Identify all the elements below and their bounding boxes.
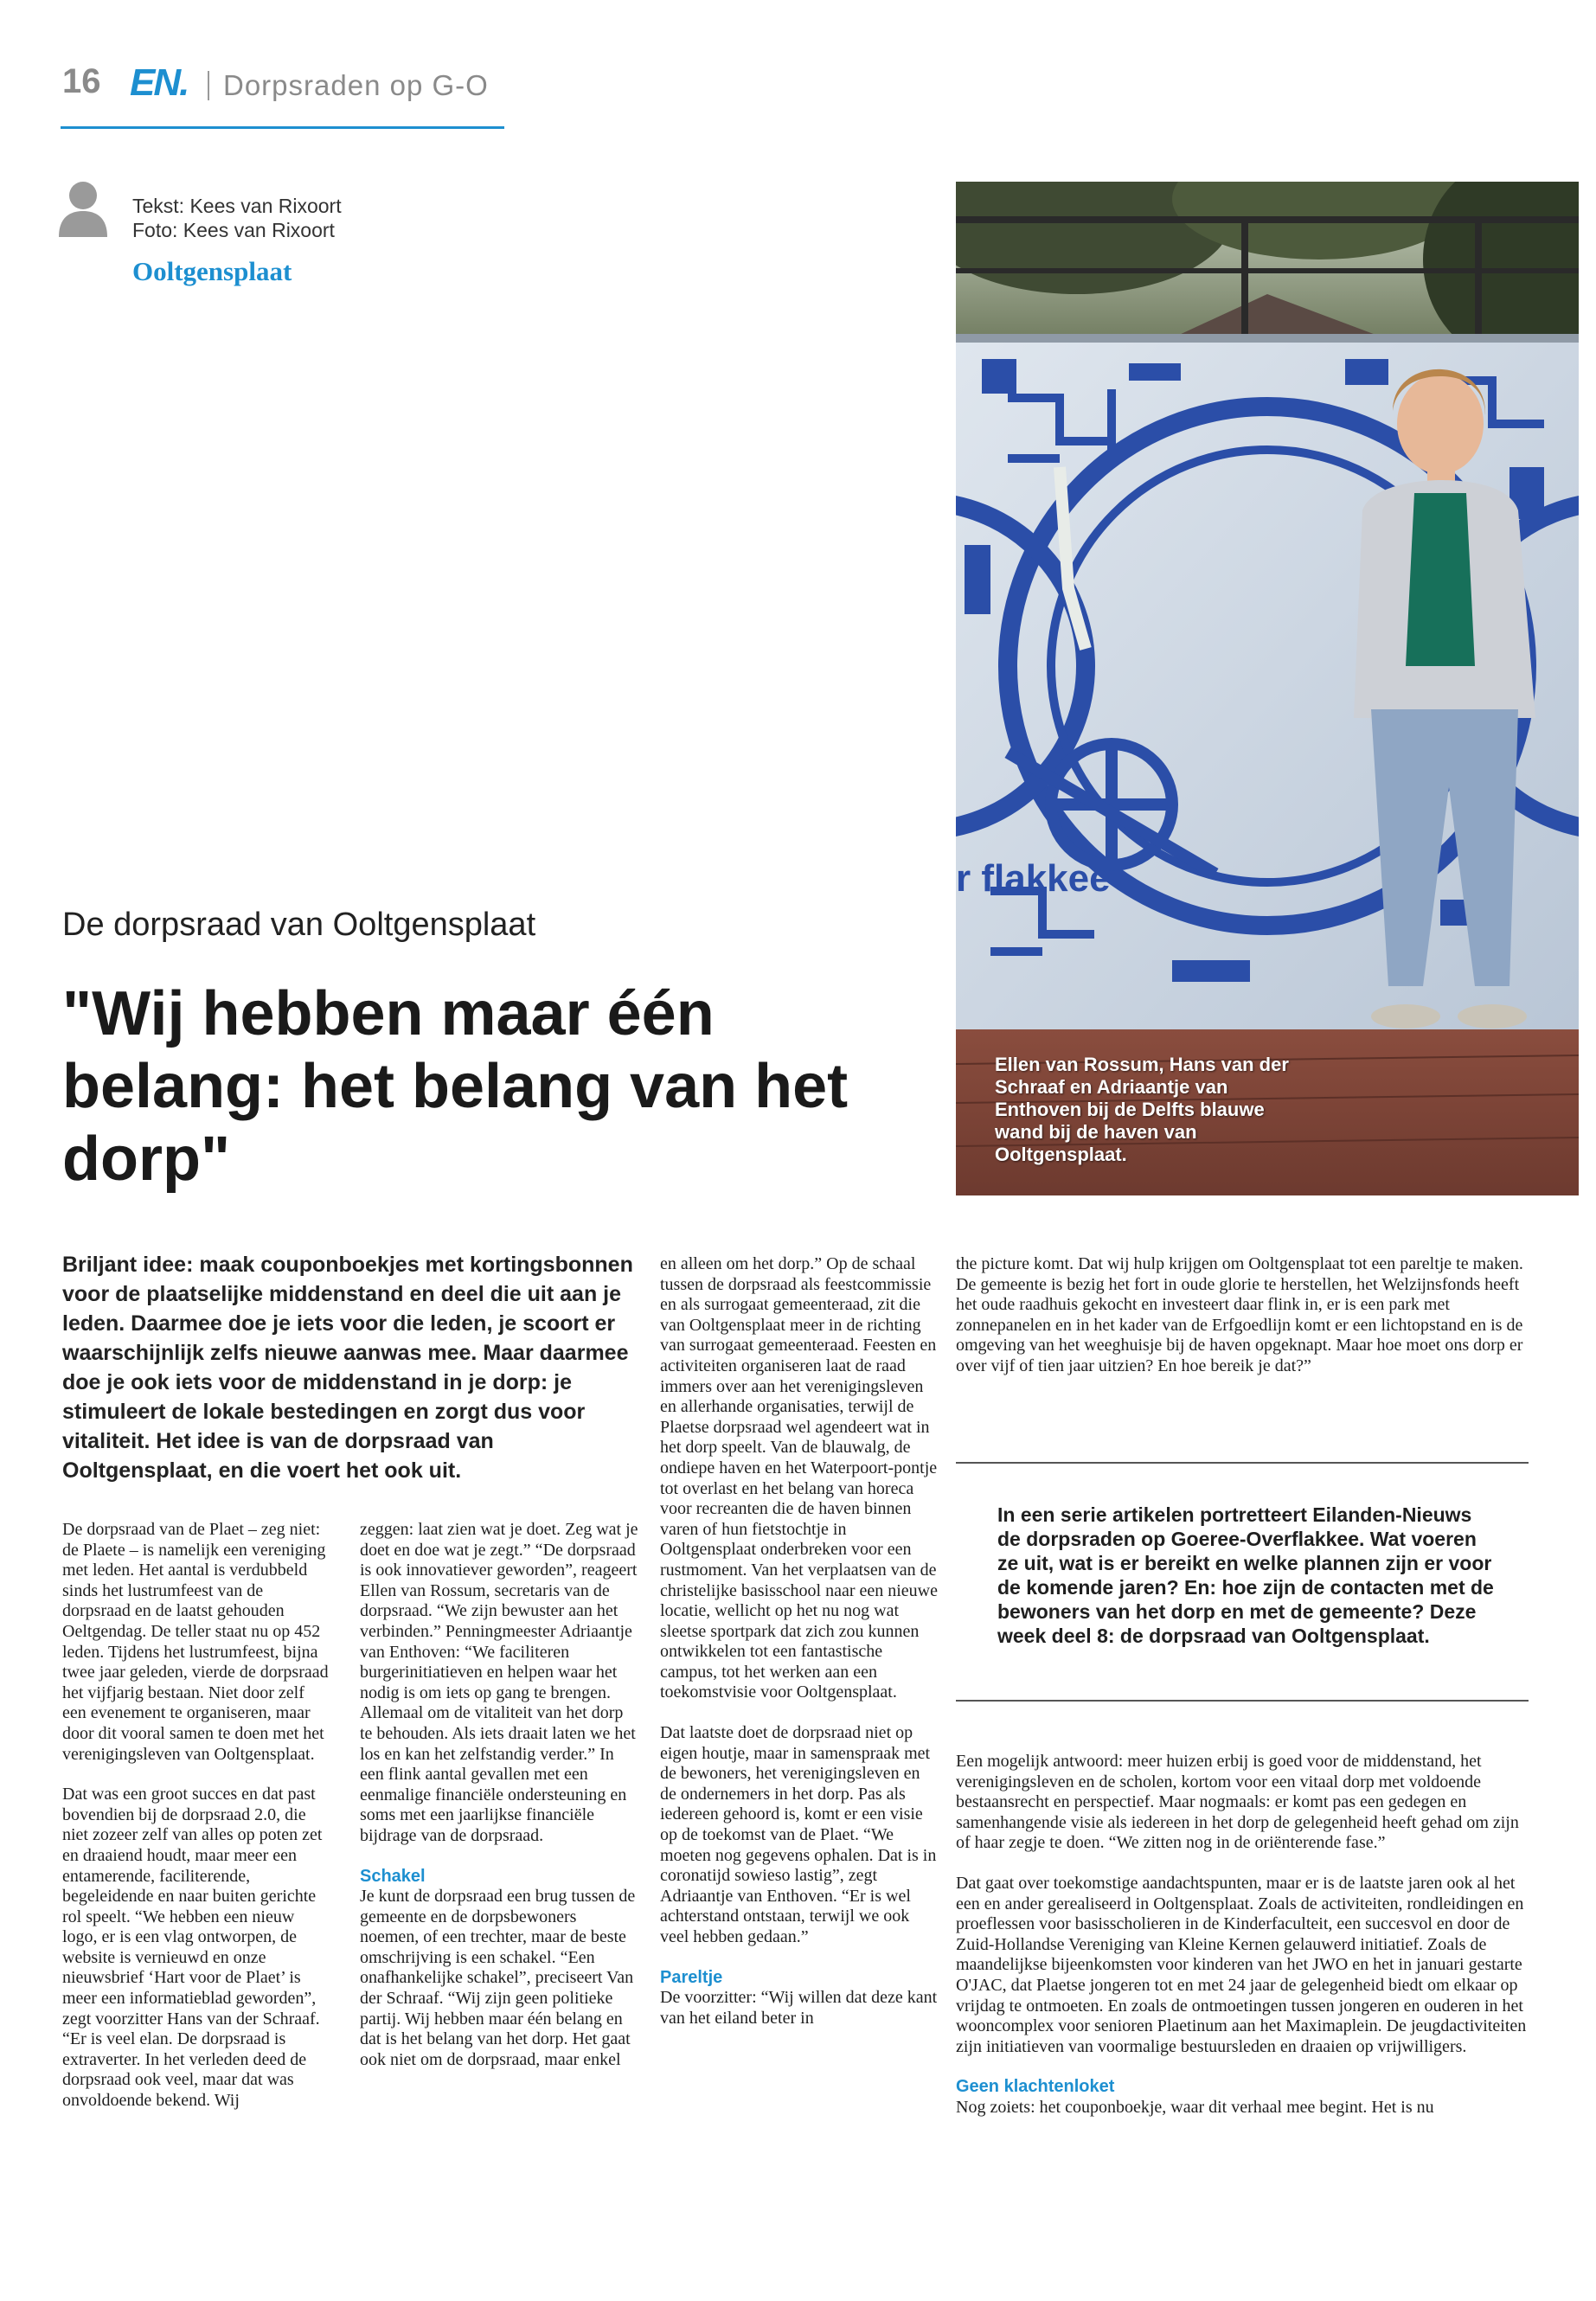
body-column-1 <box>62 1520 330 2131</box>
header-rule <box>61 126 504 129</box>
paragraph: zeggen: laat zien wat je doet. Zeg wat je doet en doe wat je zegt.” “De dorpsraad is ook innovatiever geworden”, reageert Ellen van Rossum, secretaris van de dorpsraad. “We zijn bewuster aan het verbinden.” Penningmeester Adriaantje van Enthoven: “We faciliteren burgerinitiatieven en helpen waar het nodig is om iets op gang te brengen. Allemaal om de vitaliteit van het dorp te behouden. Als iets draait laten we het los en kan het zelfstandig verder.” In een flink aantal gevallen met een eenmalige financiële ondersteuning en soms met een jaarlijkse financiële bijdrage van de dorpsraad. <box>360 1520 638 1845</box>
subheading-schakel: Schakel <box>360 1866 426 1886</box>
article-kicker: De dorpsraad van Ooltgensplaat <box>62 907 536 943</box>
wall-text: r flakkee <box>956 857 1111 900</box>
article-intro: Briljant idee: maak couponboekjes met kortingsbonnen voor de plaatselijke middenstand en deel die uit aan je leden. Daarmee doe je iets voor die leden, je scoort er waarschijnlijk zelfs nieuwe aanwas mee. Maar daarmee doe je ook iets voor de middenstand in je dorp: je stimuleert de lokale bestedingen en zorgt dus voor vitaliteit. Het idee is van de dorpsraad van Ooltgensplaat, en die voert het ook uit. <box>62 1253 633 1483</box>
body-column-4-continued <box>956 1752 1527 2138</box>
page-number: 16 <box>62 62 101 100</box>
photo-credit: Foto: Kees van Rixoort <box>132 219 335 241</box>
paragraph: De voorzitter: “Wij willen dat deze kant van het eiland beter in <box>660 1988 938 2028</box>
section-title: Dorpsraden op G-O <box>223 69 489 101</box>
paragraph: Dat was een groot succes en dat past bovendien bij de dorpsraad 2.0, die niet zozeer zelf van alles op poten zet en draaiend houdt, maar meer een entamerende, faciliterende, begeleidende en naar buiten gerichte rol speelt. “We hebben een nieuw logo, er is een vlag ontworpen, de website is vernieuwd en onze nieuwsbrief ‘Hart voor de Plaet’ is meer een informatieblad geworden”, zegt voorzitter Hans van der Schraaf. “Er is veel elan. De dorpsraad is extraverter. In het verleden deed de dorpsraad ook veel, maar dat was onvoldoende bekend. Wij <box>62 1785 323 2111</box>
article-photo <box>956 182 1579 1195</box>
photo-illustration <box>956 182 1579 1195</box>
photo-caption: Ellen van Rossum, Hans van der Schraaf en Adriaantje van Enthoven bij de Delfts blauwe wand bij de haven van Ooltgensplaat. <box>995 1054 1289 1165</box>
paragraph: Je kunt de dorpsraad een brug tussen de gemeente en de dorpsbewoners noemen, of een trechter, maar de beste omschrijving is een schakel. “Een onafhankelijke schakel”, preciseert Van der Schraaf. “Wij zijn geen politieke partij. Wij hebben maar één belang en dat is het belang van het dorp. Het gaat ook niet om de dorpsraad, maar enkel <box>360 1887 636 2069</box>
paragraph: De dorpsraad van de Plaet – zeg niet: de Plaete – is namelijk een vereniging met leden. Het aantal is verdubbeld sinds het lustrumfeest van de dorpsraad en de laatst gehouden Oeltgendag. De teller staat nu op 452 leden. Tijdens het lustrumfeest, bijna twee jaar geleden, vierde de dorpsraad het vijfjarig bestaan. Niet door zelf een evenement te organiseren, maar door dit vooral samen te doen met het verenigingsleven van Ooltgensplaat. <box>62 1520 329 1764</box>
paragraph: en alleen om het dorp.” Op de schaal tussen de dorpsraad als feestcommissie en als surrogaat gemeenteraad, zit die van Ooltgensplaat meer in de richting van surrogaat gemeenteraad. Feesten en activiteiten organiseren laat de raad immers over aan het verenigingsleven en allerhande organisaties, terwijl de Plaetse dorpsraad wel agendeert wat in het dorp speelt. Van de blauwalg, de ondiepe haven en het Waterpoort-pontje tot overlast en het belang van horeca voor recreanten die de haven binnen varen of hun fietstochtje in Ooltgensplaat onderbreken voor een rustmoment. Van het verplaatsen van de christelijke basisschool naar een nieuwe locatie, wellicht op het nu nog wat sleetse sportpark dat zich zou kunnen ontwikkelen tot een fantastische campus, tot het werken aan een toekomstvisie voor Ooltgensplaat. <box>660 1254 938 1702</box>
body-column-2 <box>360 1520 638 2090</box>
paragraph: Nog zoiets: het couponboekje, waar dit verhaal mee begint. Het is nu <box>956 2097 1434 2117</box>
author-avatar-icon <box>57 180 109 237</box>
pull-box-rule-bottom <box>956 1700 1529 1702</box>
newspaper-logo <box>130 61 189 104</box>
text-credit: Tekst: Kees van Rixoort <box>132 195 342 217</box>
paragraph: Dat gaat over toekomstige aandachtspunten, maar er is de laatste jaren ook al het een en ander gerealiseerd in Ooltgensplaat. Zoals de activiteiten, rondleidingen en proeflessen voor basisscholieren in de Kinderfaculteit, een succesvol en door de Zuid-Hollandse Vereniging van Kleine Kernen gelauwerd initiatief. Zoals de maandelijkse bijeenkomsten voor kinderen van het JWO en het in januari gestarte O'JAC, dat Plaetse jongeren tot en met 24 jaar de gelegenheid biedt om elkaar op vrijdag te ontmoeten. En zoals de ontmoetingen tussen jongeren en ouderen in het wooncomplex voor senioren Plaetinum aan het Maximaplein. De jeugdactiviteiten zijn initiatieven van voormalige bestuursleden en draaien op vrijwilligers. <box>956 1873 1527 2056</box>
article-headline: "Wij hebben maar één belang: het belang van het dorp" <box>62 979 849 1194</box>
subheading-geen-klachtenloket: Geen klachtenloket <box>956 2077 1115 2097</box>
header-divider <box>208 71 209 100</box>
byline <box>132 194 342 242</box>
location-label: Ooltgensplaat <box>132 256 292 286</box>
pull-box-rule-top <box>956 1462 1529 1464</box>
paragraph: the picture komt. Dat wij hulp krijgen om Ooltgensplaat tot een pareltje te maken. De gemeente is bezig het fort in oude glorie te herstellen, het Welzijnsfonds heeft het oude raadhuis gekocht en investeert daar flink in, er is een park met zonnepanelen en in het kader van de Erfgoedlijn komt er een lichtopstand en is de omgeving van het weeghuisje bij de haven opgeknapt. Maar hoe moet ons dorp er over vijf of tien jaar uitzien? En hoe bereik je dat?” <box>956 1254 1523 1375</box>
body-column-3 <box>660 1254 939 2048</box>
paragraph: Een mogelijk antwoord: meer huizen erbij is goed voor de middenstand, het verenigingsleven en de scholen, kortom voor een vitaal dorp met voldoende bestaansrecht en perspectief. Maar nogmaals: er komt pas een gedegen en samenhangende visie als iedereen in het dorp de gelegenheid heeft gehad om zijn of haar zegje te doen. “We zitten nog in de oriënterende fase.” <box>956 1752 1519 1853</box>
body-column-4 <box>956 1254 1527 1397</box>
subheading-pareltje: Pareltje <box>660 1967 723 1987</box>
series-info-box: In een serie artikelen portretteert Eilanden-Nieuws de dorpsraden op Goeree-Overflakkee. Wat voeren ze uit, wat is er bereikt en welke plannen zijn er voor de komende jaren? En: hoe zijn de contacten met de bewoners van het dorp en met de gemeente? Deze week deel 8: de dorpsraad van Ooltgensplaat. <box>997 1503 1494 1647</box>
logo-text: EN. <box>130 61 189 104</box>
paragraph: Dat laatste doet de dorpsraad niet op eigen houtje, maar in samenspraak met de bewoners, het verenigingsleven en de ondernemers in het dorp. Pas als iedereen gehoord is, komt er een visie op de toekomst van de Plaet. “We moeten nog gegevens ophalen. Dat is in coronatijd sowieso lastig”, zegt Adriaantje van Enthoven. “Er is wel achterstand ontstaan, terwijl we ook veel hebben gedaan.” <box>660 1723 937 1946</box>
